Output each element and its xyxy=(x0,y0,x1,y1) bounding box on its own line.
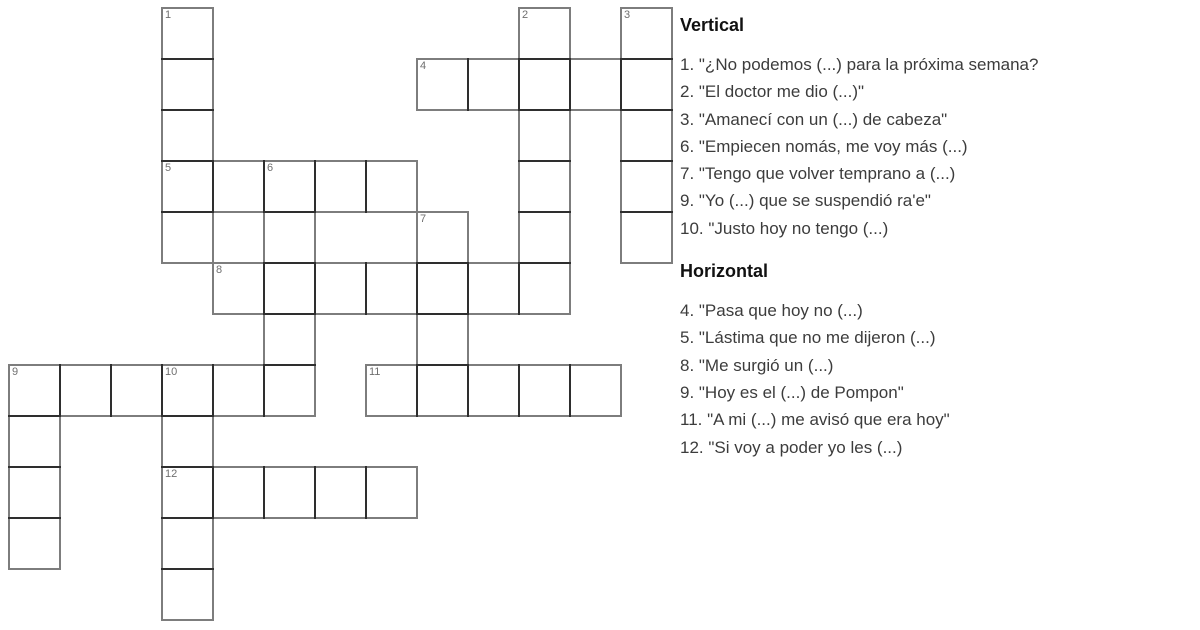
grid-cell[interactable] xyxy=(468,264,519,313)
cell-number: 5 xyxy=(165,162,172,174)
grid-cell[interactable] xyxy=(569,366,620,415)
grid-cell[interactable] xyxy=(265,213,314,264)
vertical-clue-item: 2. "El doctor me dio (...)" xyxy=(680,82,865,102)
grid-cell[interactable] xyxy=(418,60,469,109)
grid-cell[interactable] xyxy=(366,264,417,313)
cell-number: 9 xyxy=(12,366,19,378)
grid-cell[interactable] xyxy=(622,211,671,262)
vertical-clue-item: 6. "Empiecen nomás, me voy más (...) xyxy=(680,136,968,156)
grid-cell[interactable] xyxy=(111,366,162,415)
grid-cell[interactable] xyxy=(418,213,467,264)
grid-cell[interactable] xyxy=(163,568,212,619)
grid-cell[interactable] xyxy=(367,366,418,415)
word-1-down xyxy=(161,7,214,264)
grid-cell[interactable] xyxy=(468,366,519,415)
grid-cell[interactable] xyxy=(163,518,212,569)
grid-cell[interactable] xyxy=(163,211,212,262)
grid-cell[interactable] xyxy=(570,60,621,109)
grid-cell[interactable] xyxy=(519,366,570,415)
cell-number: 1 xyxy=(165,9,172,21)
grid-cell[interactable] xyxy=(620,60,671,109)
grid-cell[interactable] xyxy=(263,366,314,415)
word-11-across xyxy=(365,364,622,417)
vertical-clue-item: 9. "Yo (...) que se suspendió ra'e" xyxy=(680,191,931,211)
word-3-down xyxy=(620,7,673,264)
horizontal-clue-item: 9. "Hoy es el (...) de Pompon" xyxy=(680,382,904,402)
grid-cell[interactable] xyxy=(315,162,366,211)
grid-cell[interactable] xyxy=(520,110,569,161)
grid-cell[interactable] xyxy=(163,162,214,211)
cell-number: 10 xyxy=(165,366,178,378)
horizontal-clue-item: 4. "Pasa que hoy no (...) xyxy=(680,301,863,321)
grid-cell[interactable] xyxy=(520,9,569,60)
grid-cell[interactable] xyxy=(163,417,212,468)
grid-cell[interactable] xyxy=(214,264,265,313)
grid-cell[interactable] xyxy=(10,518,59,569)
grid-cell[interactable] xyxy=(518,264,569,313)
grid-cell[interactable] xyxy=(163,60,212,111)
horizontal-clue-list xyxy=(680,297,1195,461)
vertical-clue-item: 10. "Justo hoy no tengo (...) xyxy=(680,218,889,238)
cell-number: 2 xyxy=(522,9,529,21)
grid-cell[interactable] xyxy=(622,110,671,161)
grid-cell[interactable] xyxy=(520,212,569,263)
cell-number: 12 xyxy=(165,468,178,480)
grid-cell[interactable] xyxy=(622,9,671,60)
grid-cell[interactable] xyxy=(264,468,315,517)
word-12-across xyxy=(161,466,418,519)
horizontal-clue-item: 5. "Lástima que no me dijeron (...) xyxy=(680,328,936,348)
grid-cell[interactable] xyxy=(265,162,314,213)
grid-cell[interactable] xyxy=(163,9,212,60)
clues-panel xyxy=(680,13,1195,461)
cell-number: 6 xyxy=(267,162,274,174)
grid-cell[interactable] xyxy=(163,468,214,517)
grid-cell[interactable] xyxy=(418,366,469,415)
vertical-clues-section xyxy=(680,13,1195,242)
grid-cell[interactable] xyxy=(10,417,59,468)
cell-number: 4 xyxy=(420,60,427,72)
grid-cell[interactable] xyxy=(622,161,671,212)
word-8-across xyxy=(212,262,571,315)
horizontal-heading: Horizontal xyxy=(680,261,768,282)
word-9-down xyxy=(8,364,61,570)
vertical-clue-item: 7. "Tengo que volver temprano a (...) xyxy=(680,164,956,184)
grid-cell[interactable] xyxy=(469,60,520,109)
vertical-clue-list xyxy=(680,51,1195,242)
word-4-across xyxy=(416,58,673,111)
cell-number: 11 xyxy=(369,366,381,378)
grid-cell[interactable] xyxy=(10,366,59,417)
grid-cell[interactable] xyxy=(61,366,112,415)
horizontal-clues-section xyxy=(680,259,1195,461)
grid-cell[interactable] xyxy=(10,467,59,518)
grid-cell[interactable] xyxy=(214,468,265,517)
vertical-heading: Vertical xyxy=(680,15,745,35)
cell-number: 8 xyxy=(216,264,223,276)
grid-cell[interactable] xyxy=(163,366,212,417)
grid-cell[interactable] xyxy=(417,264,468,313)
horizontal-clue-item: 12. "Si voy a poder yo les (...) xyxy=(680,437,903,457)
grid-cell[interactable] xyxy=(315,264,366,313)
grid-cell[interactable] xyxy=(418,314,467,365)
grid-cell[interactable] xyxy=(365,468,416,517)
cell-number: 7 xyxy=(420,213,427,225)
cell-number: 3 xyxy=(624,9,631,21)
grid-cell[interactable] xyxy=(315,468,366,517)
vertical-clue-item: 3. "Amanecí con un (...) de cabeza" xyxy=(680,109,948,129)
grid-cell[interactable] xyxy=(365,162,416,211)
grid-cell[interactable] xyxy=(520,161,569,212)
grid-cell[interactable] xyxy=(213,366,264,415)
grid-cell[interactable] xyxy=(214,162,265,211)
horizontal-clue-item: 11. "A mi (...) me avisó que era hoy" xyxy=(680,410,950,430)
grid-cell[interactable] xyxy=(163,110,212,161)
grid-cell[interactable] xyxy=(265,314,314,365)
vertical-clue-item: 1. "¿No podemos (...) para la próxima semana? xyxy=(680,55,1039,74)
grid-cell[interactable] xyxy=(265,264,316,313)
horizontal-clue-item: 8. "Me surgió un (...) xyxy=(680,355,834,375)
grid-cell[interactable] xyxy=(519,60,570,109)
